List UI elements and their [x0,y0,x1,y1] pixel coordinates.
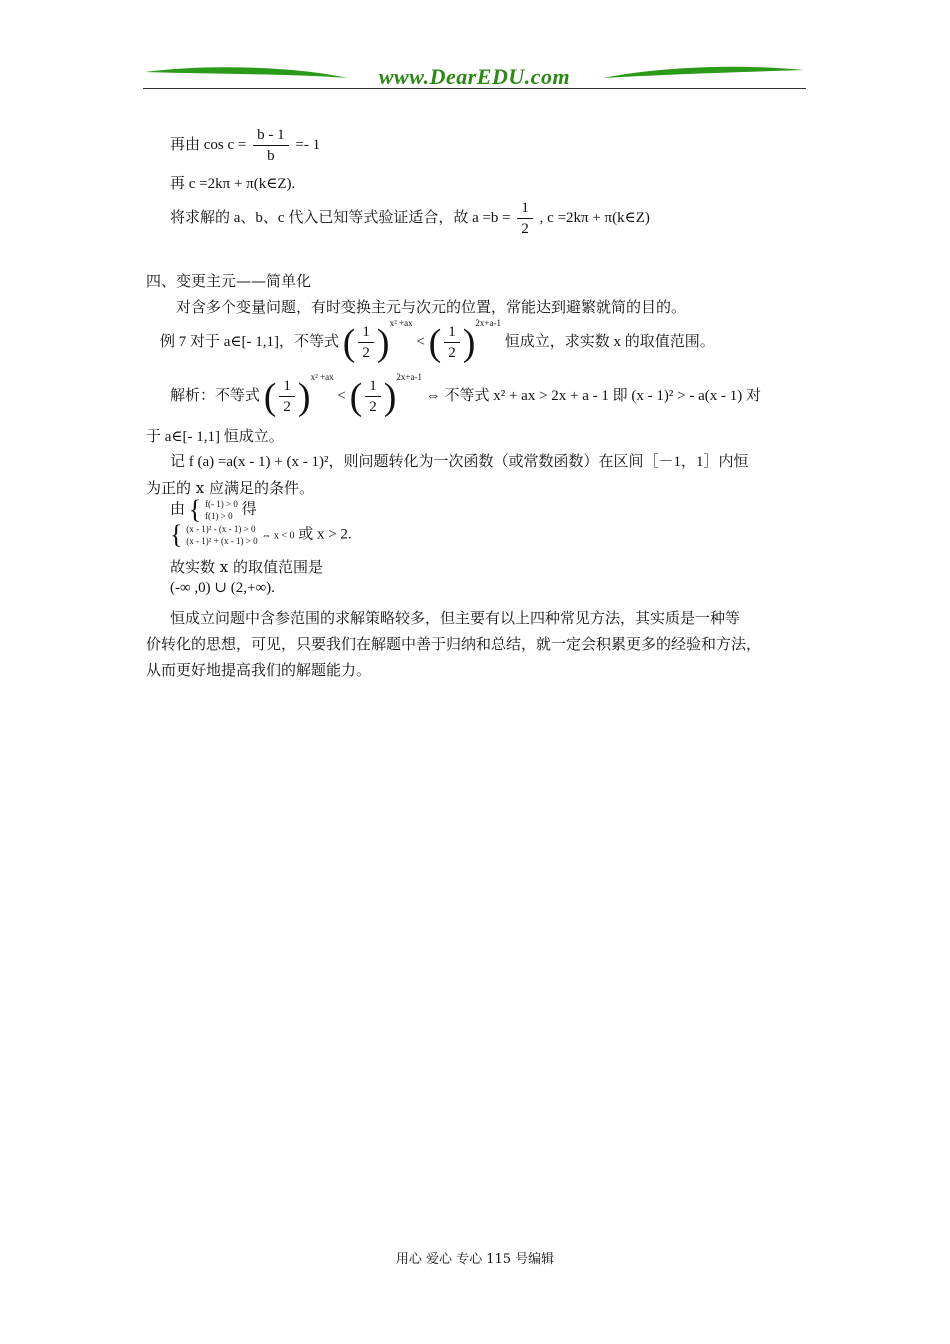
fraction-numerator: 1 [444,322,460,343]
text: 解析：不等式 [170,388,261,404]
fraction-denominator: 2 [369,399,377,416]
math-text: =- 1 [295,136,321,153]
fraction-denominator: 2 [283,399,291,416]
math-text: < [416,334,425,350]
fraction-numerator: 1 [279,376,295,397]
example-7 [160,318,715,363]
system-f-conditions [170,497,257,523]
define-f-line-continued: 为正的 x 应满足的条件。 [146,479,314,497]
text: 例 7 对于 a∈[- 1,1]，不等式 [160,334,339,350]
exponent: 2x+a-1 [396,372,422,382]
system-line: f(- 1) > 0 [205,499,238,509]
text: 由 [170,501,186,518]
text: 得 [241,501,257,518]
text: 恒成立，求实数 x 的取值范围。 [504,334,715,350]
text: 再由 [170,136,201,153]
left-paren: ( [342,321,356,364]
system-lines [205,498,238,522]
math-text: ⇔ x < 0 [261,530,295,542]
exponent: x² +ax [389,318,413,328]
fraction-numerator: b - 1 [253,125,289,146]
left-brace: { [188,495,202,524]
line-c-value: 再 c =2kπ + π(k∈Z). [170,176,296,192]
left-paren: ( [349,375,363,418]
paragraph: 对含多个变量问题，有时变换主元与次元的位置，常能达到避繁就简的目的。 [176,298,687,316]
page-footer: 用心 爱心 专心 115 号编辑 [395,1252,555,1267]
header-rule [143,88,806,89]
define-f-line: 记 f (a) =a(x - 1) + (x - 1)²，则问题转化为一次函数（或常数函数）在区间［－1，1］内恒 [170,454,749,470]
right-paren: ) [462,321,476,364]
fraction-numerator: 1 [365,376,381,397]
system-line: (x - 1)² - (x - 1) > 0 [186,524,256,534]
math-text: , c =2kπ + π(k∈Z) [539,209,650,226]
line-cos-c [170,125,320,166]
right-paren: ) [376,321,390,364]
right-paren: ) [297,375,311,418]
summary-line-1: 恒成立问题中含参范围的求解策略较多，但主要有以上四种常见方法，其实质是一种等 [170,609,741,627]
fraction-numerator: 1 [358,322,374,343]
fraction-denominator: 2 [362,345,370,362]
math-text: < [337,388,346,404]
math-text: ⇔ 不等式 x² + ax > 2x + a - 1 即 (x - 1)² > - a(x - 1) 对 [425,388,761,404]
left-paren: ( [428,321,442,364]
right-paren: ) [383,375,397,418]
fraction-one-half [444,322,460,363]
fraction-denominator: b [267,148,275,164]
fraction-one-half [279,376,295,417]
fraction-b-minus-1-over-b [253,125,289,166]
left-brace: { [170,520,183,549]
fraction-one-half [517,198,533,239]
fraction-one-half [358,322,374,363]
summary-line-3: 从而更好地提高我们的解题能力。 [146,661,372,679]
solution-line-continued: 于 a∈[- 1,1] 恒成立。 [146,429,284,445]
math-text: cos c = [203,136,247,153]
exponent: x² +ax [310,372,334,382]
section-title: 四、变更主元——简单化 [146,272,312,290]
system-x-conditions [170,522,352,548]
summary-line-2: 价转化的思想，可见，只要我们在解题中善于归纳和总结，就一定会积累更多的经验和方法， [146,635,762,653]
conclusion-line: 故实数 x 的取值范围是 [170,558,323,576]
site-logo[interactable]: www.DearEDU.com [378,64,571,89]
solution-line [170,372,761,417]
system-lines [186,523,257,547]
system-line: f(1) > 0 [205,511,233,521]
system-line: (x - 1)² + (x - 1) > 0 [186,536,258,546]
fraction-one-half [365,376,381,417]
math-text: 或 x > 2. [298,526,352,543]
conclusion-interval: (-∞ ,0) ∪ (2,+∞). [170,580,275,596]
fraction-denominator: 2 [521,221,529,237]
fraction-denominator: 2 [448,345,456,362]
fraction-numerator: 1 [517,198,533,219]
line-substitute [170,198,650,239]
page-header [143,60,806,94]
text: 将求解的 a、b、c 代入已知等式验证适合，故 a =b = [170,209,511,226]
exponent: 2x+a-1 [475,318,501,328]
left-paren: ( [263,375,277,418]
